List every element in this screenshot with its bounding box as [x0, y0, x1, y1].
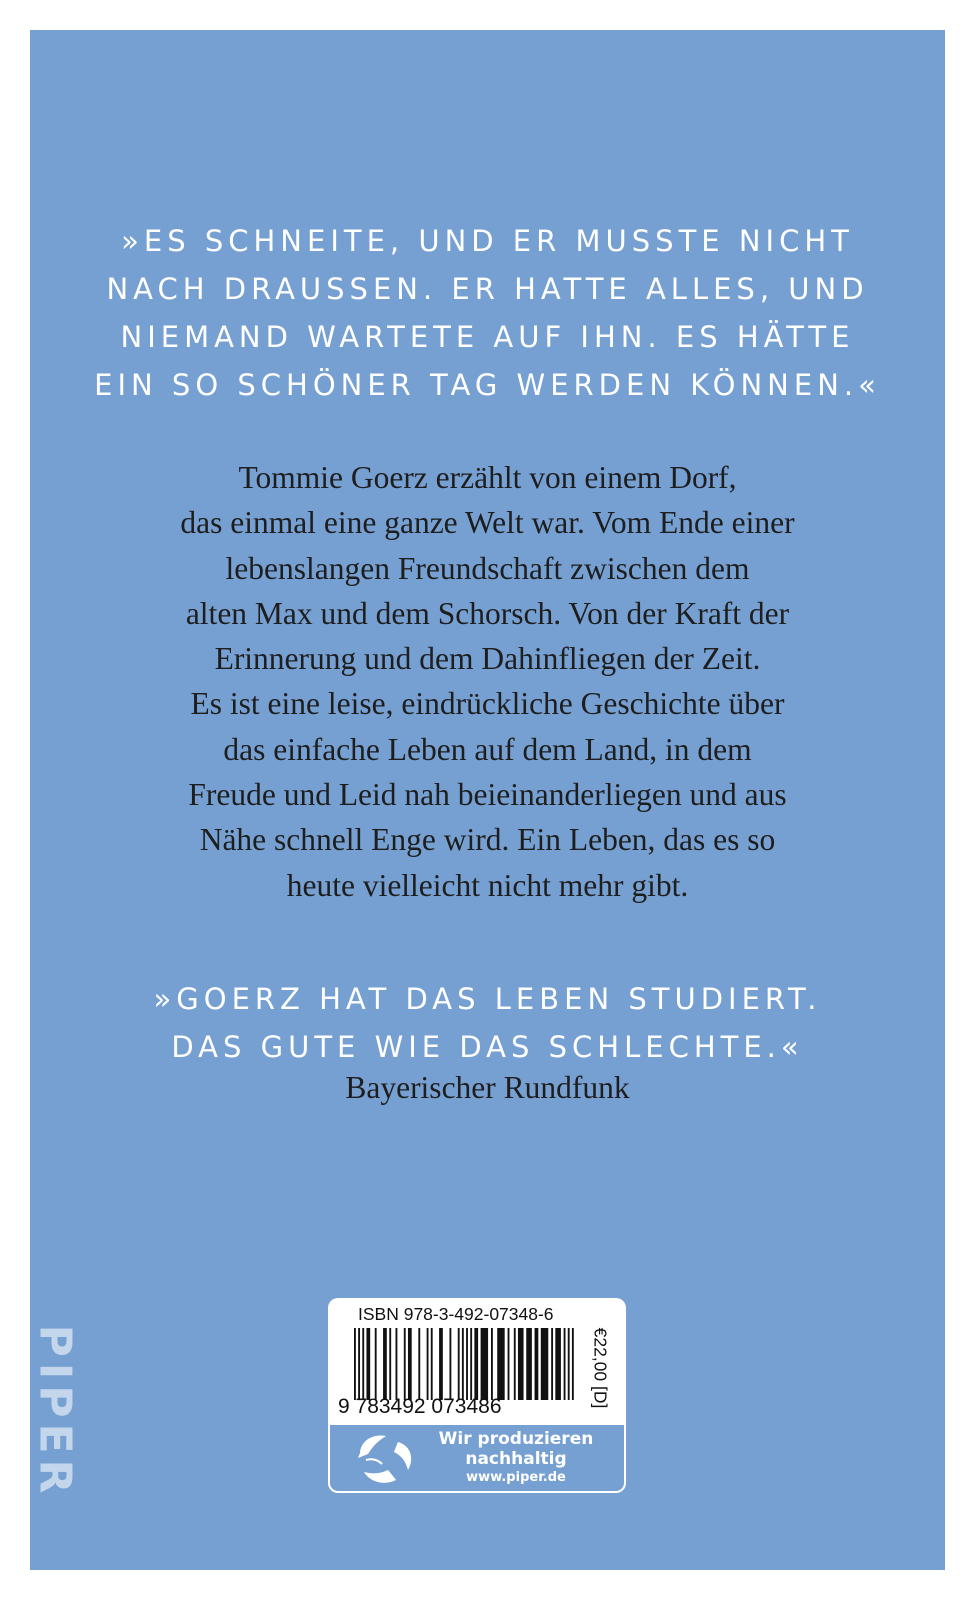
barcode-panel	[328, 1298, 626, 1493]
eco-line-1: Wir produzieren	[438, 1429, 594, 1449]
review-source: Bayerischer Rundfunk	[345, 1070, 630, 1105]
leaf-recycle-icon	[354, 1430, 418, 1488]
opening-quote	[30, 217, 945, 409]
blurb-line: Es ist eine leise, eindrückliche Geschichte über	[190, 686, 785, 722]
review-line: DAS GUTE WIE DAS SCHLECHTE.«	[171, 1030, 804, 1064]
blurb-line: Nähe schnell Enge wird. Ein Leben, das es so	[199, 822, 776, 858]
quote-line: »ES SCHNEITE, UND ER MUSSTE NICHT	[121, 224, 854, 258]
review-quote	[30, 975, 945, 1071]
blurb-line: das einmal eine ganze Welt war. Vom Ende einer	[180, 505, 795, 541]
quote-line: EIN SO SCHÖNER TAG WERDEN KÖNNEN.«	[94, 368, 881, 402]
publisher-name: PIPER	[29, 1324, 81, 1500]
blurb-line: Erinnerung und dem Dahinfliegen der Zeit.	[214, 641, 761, 677]
price-label: €22,00 [D]	[590, 1327, 611, 1409]
eco-text	[426, 1429, 606, 1487]
isbn-label: ISBN 978-3-492-07348-6	[358, 1304, 554, 1324]
book-back-cover	[30, 30, 945, 1570]
blurb-line: Tommie Goerz erzählt von einem Dorf,	[238, 460, 737, 495]
barcode-icon	[354, 1328, 578, 1400]
quote-line: NIEMAND WARTETE AUF IHN. ES HÄTTE	[120, 320, 855, 354]
publisher-url[interactable]: www.piper.de	[466, 1470, 566, 1485]
blurb-line: Freude und Leid nah beieinanderliegen und aus	[188, 777, 787, 813]
publisher-logo	[30, 1317, 80, 1507]
quote-line: NACH DRAUSSEN. ER HATTE ALLES, UND	[106, 272, 869, 306]
review-line: »GOERZ HAT DAS LEBEN STUDIERT.	[153, 982, 822, 1016]
book-blurb	[30, 455, 945, 908]
blurb-line: alten Max und dem Schorsch. Von der Kraft der	[185, 595, 790, 631]
blurb-line: das einfache Leben auf dem Land, in dem	[223, 731, 752, 767]
blurb-line: lebenslangen Freundschaft zwischen dem	[225, 550, 750, 586]
price-tag	[585, 1318, 615, 1418]
barcode-digits: 9 783492 073486	[338, 1395, 502, 1418]
eco-badge	[330, 1425, 624, 1491]
eco-line-2: nachhaltig	[465, 1449, 567, 1469]
blurb-line: heute vielleicht nicht mehr gibt.	[286, 867, 689, 903]
